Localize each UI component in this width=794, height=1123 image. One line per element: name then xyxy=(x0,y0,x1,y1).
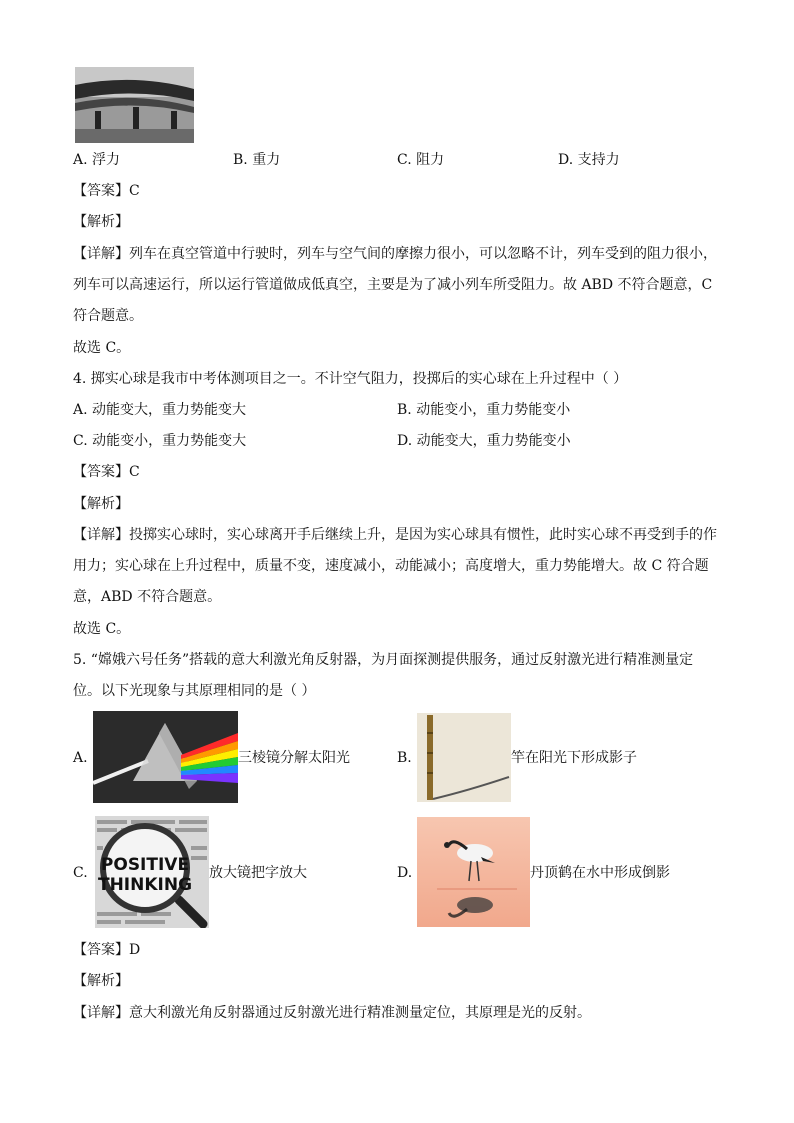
q4-option-b: B. 动能变小，重力势能变小 xyxy=(397,402,571,418)
q5-option-d-letter: D. xyxy=(397,865,413,881)
q5-option-c-letter: C. xyxy=(73,865,88,881)
magnifier-image xyxy=(95,816,209,928)
q5-option-a-text: 三棱镜分解太阳光 xyxy=(238,750,350,766)
q5-analysis-label: 【解析】 xyxy=(73,973,129,989)
q5-detail: 【详解】意大利激光角反射器通过反射激光进行精准测量定位，其原理是光的反射。 xyxy=(73,1005,591,1021)
pole-shadow-image xyxy=(417,713,511,802)
q3-detail-line: 【详解】列车在真空管道中行驶时，列车与空气间的摩擦力很小，可以忽略不计，列车受到的阻力很小， xyxy=(73,246,717,262)
magnifier-word-thinking: THINKING xyxy=(97,875,193,895)
crane-reflection-image xyxy=(417,817,530,927)
q4-conclusion: 故选 C。 xyxy=(73,621,131,637)
q4-answer: 【答案】C xyxy=(73,464,140,480)
q3-option-c: C. 阻力 xyxy=(397,152,445,168)
q3-option-a: A. 浮力 xyxy=(73,152,121,168)
q4-detail-line: 【详解】投掷实心球时，实心球离开手后继续上升，是因为实心球具有惯性，此时实心球不再受到手的作 xyxy=(73,527,717,543)
q4-analysis-label: 【解析】 xyxy=(73,496,129,512)
maglev-train-image xyxy=(75,67,194,143)
q3-detail-line: 列车可以高速运行，所以运行管道做成低真空，主要是为了减小列车所受阻力。故 ABD 不符合题意，C xyxy=(73,277,713,293)
q4-detail-line: 用力；实心球在上升过程中，质量不变，速度减小，动能减小；高度增大，重力势能增大。故 C 符合题 xyxy=(73,558,709,574)
q5-stem-line: 5. “嫦娥六号任务”搭载的意大利激光角反射器，为月面探测提供服务，通过反射激光进行精准测量定 xyxy=(73,652,694,668)
q5-option-c-text: 放大镜把字放大 xyxy=(209,865,307,881)
q5-option-b-letter: B. xyxy=(397,750,412,766)
q5-option-b-text: 竿在阳光下形成影子 xyxy=(511,750,637,766)
q5-option-d-text: 丹顶鹤在水中形成倒影 xyxy=(530,865,670,881)
q3-conclusion: 故选 C。 xyxy=(73,340,131,356)
q4-stem: 4. 掷实心球是我市中考体测项目之一。不计空气阻力，投掷后的实心球在上升过程中（ ） xyxy=(73,371,628,387)
magnifier-word-positive: POSITIVE xyxy=(100,855,190,875)
q4-option-c: C. 动能变小，重力势能变大 xyxy=(73,433,247,449)
q3-detail-line: 符合题意。 xyxy=(73,308,143,324)
q3-option-d: D. 支持力 xyxy=(558,152,620,168)
q3-answer: 【答案】C xyxy=(73,183,140,199)
q3-analysis-label: 【解析】 xyxy=(73,214,129,230)
q4-option-d: D. 动能变大，重力势能变小 xyxy=(397,433,571,449)
q5-answer: 【答案】D xyxy=(73,942,141,958)
q4-detail-line: 意，ABD 不符合题意。 xyxy=(73,589,222,605)
q4-option-a: A. 动能变大，重力势能变大 xyxy=(73,402,247,418)
q5-option-a-letter: A. xyxy=(73,750,88,766)
q3-option-b: B. 重力 xyxy=(233,152,281,168)
q5-stem-line: 位。以下光现象与其原理相同的是（ ） xyxy=(73,683,316,699)
prism-image xyxy=(93,711,238,803)
